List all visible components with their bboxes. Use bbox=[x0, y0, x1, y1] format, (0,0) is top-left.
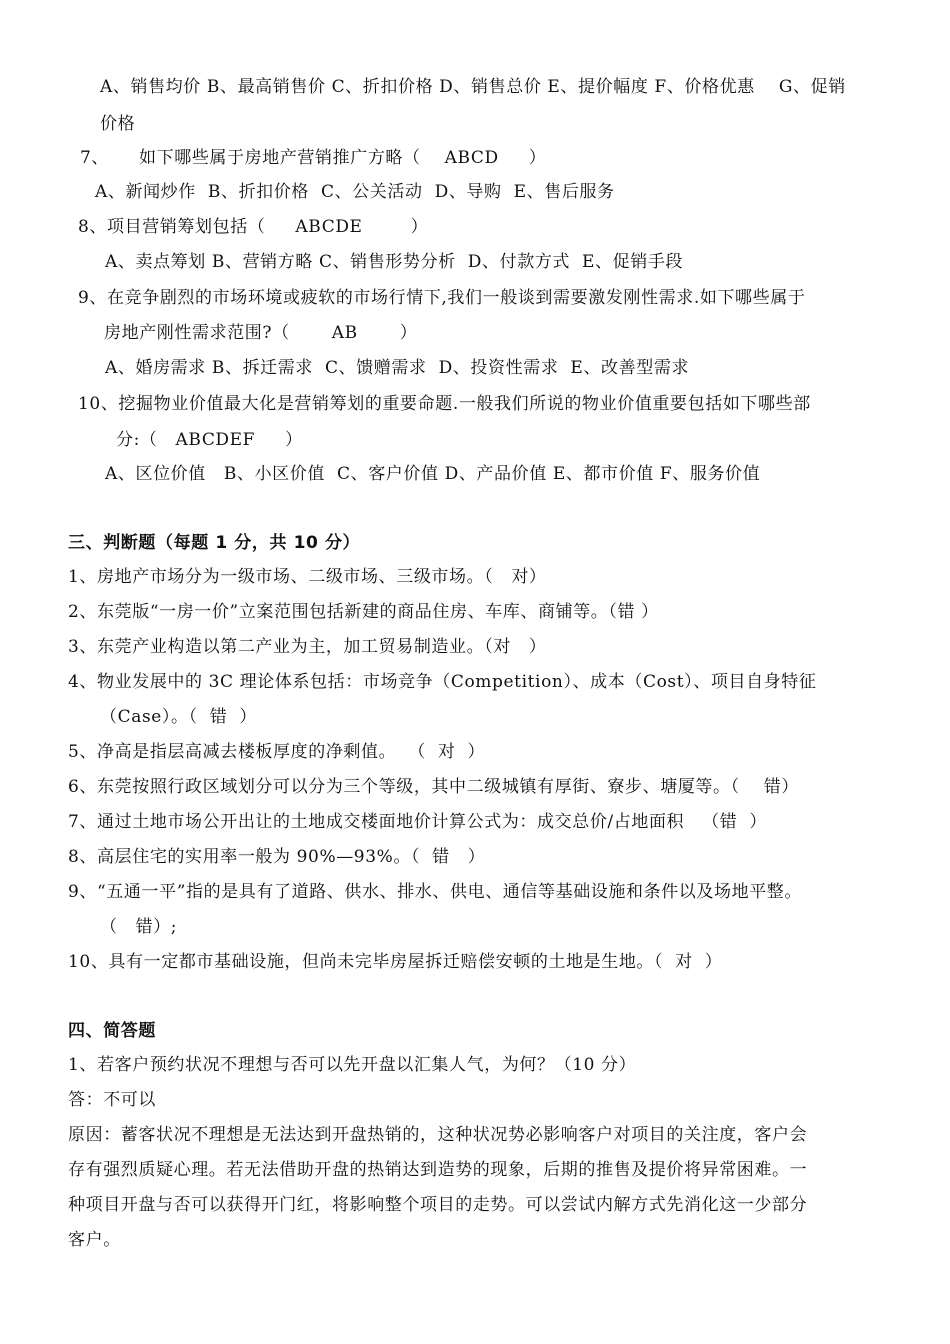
q9-question-line1: 9、在竞争剧烈的市场环境或疲软的市场行情下,我们一般谈到需要激发刚性需求.如下哪些属于 bbox=[78, 288, 806, 308]
judge-item: 8、高层住宅的实用率一般为 90%—93%。（ 错 ） bbox=[68, 847, 486, 867]
q6-options-line2: 价格 bbox=[100, 114, 136, 134]
q10-question-line2: 分:（ ABCDEF ） bbox=[116, 430, 303, 450]
judge-item: 7、通过土地市场公开出让的土地成交楼面地价计算公式为：成交总价/占地面积 （错 ） bbox=[68, 812, 767, 832]
judge-item: 5、净高是指层高减去楼板厚度的净剩值。 （ 对 ） bbox=[68, 742, 486, 762]
judge-item-continuation: （Case）。（ 错 ） bbox=[100, 707, 257, 727]
judge-item: 3、东莞产业构造以第二产业为主，加工贸易制造业。（对 ） bbox=[68, 637, 547, 657]
short-answer-heading: 四、简答题 bbox=[68, 1021, 156, 1041]
short-answer-answer: 答：不可以 bbox=[68, 1090, 156, 1110]
judge-item-continuation: （ 错）; bbox=[100, 917, 178, 937]
short-answer-reason-line: 存有强烈质疑心理。若无法借助开盘的热销达到造势的现象，后期的推售及提价将异常困难。一 bbox=[68, 1160, 808, 1180]
judge-item: 1、房地产市场分为一级市场、二级市场、三级市场。（ 对） bbox=[68, 567, 547, 587]
short-answer-reason-line: 原因：蓄客状况不理想是无法达到开盘热销的，这种状况势必影响客户对项目的关注度，客户会 bbox=[68, 1125, 808, 1145]
q10-question-line1: 10、挖掘物业价值最大化是营销筹划的重要命题.一般我们所说的物业价值重要包括如下哪些部 bbox=[78, 394, 811, 414]
q6-options-line1: A、销售均价 B、最高销售价 C、折扣价格 D、销售总价 E、提价幅度 F、价格优惠 G、促销 bbox=[100, 77, 846, 97]
judge-item: 9、“五通一平”指的是具有了道路、供水、排水、供电、通信等基础设施和条件以及场地平整。 bbox=[68, 882, 802, 902]
q8-question: 8、项目营销筹划包括（ ABCDE ） bbox=[78, 217, 429, 237]
judge-item: 10、具有一定都市基础设施，但尚未完毕房屋拆迁赔偿安顿的土地是生地。（ 对 ） bbox=[68, 952, 723, 972]
judge-item: 6、东莞按照行政区域划分可以分为三个等级，其中二级城镇有厚街、寮步、塘厦等。（ 错） bbox=[68, 777, 799, 797]
q7-options: A、新闻炒作 B、折扣价格 C、公关活动 D、导购 E、售后服务 bbox=[95, 182, 615, 202]
short-answer-reason-line: 种项目开盘与否可以获得开门红，将影响整个项目的走势。可以尝试内解方式先消化这一少部分 bbox=[68, 1195, 808, 1215]
q8-options: A、卖点筹划 B、营销方略 C、销售形势分析 D、付款方式 E、促销手段 bbox=[105, 252, 684, 272]
short-answer-question: 1、若客户预约状况不理想与否可以先开盘以汇集人气，为何？（10 分） bbox=[68, 1055, 637, 1075]
judge-item: 2、东莞版“一房一价”立案范围包括新建的商品住房、车库、商铺等。（错 ） bbox=[68, 602, 659, 622]
judge-section-heading: 三、判断题（每题 1 分，共 10 分） bbox=[68, 533, 361, 553]
q9-question-line2: 房地产刚性需求范围?（ AB ） bbox=[104, 323, 418, 343]
q7-question: 7、 如下哪些属于房地产营销推广方略（ ABCD ） bbox=[80, 148, 547, 168]
short-answer-reason-line: 客户。 bbox=[68, 1230, 121, 1250]
judge-item: 4、物业发展中的 3C 理论体系包括：市场竞争（Competition）、成本（Cost）、项目自身特征 bbox=[68, 672, 817, 692]
q9-options: A、婚房需求 B、拆迁需求 C、馈赠需求 D、投资性需求 E、改善型需求 bbox=[105, 358, 690, 378]
q10-options: A、区位价值 B、小区价值 C、客户价值 D、产品价值 E、都市价值 F、服务价值 bbox=[105, 464, 761, 484]
